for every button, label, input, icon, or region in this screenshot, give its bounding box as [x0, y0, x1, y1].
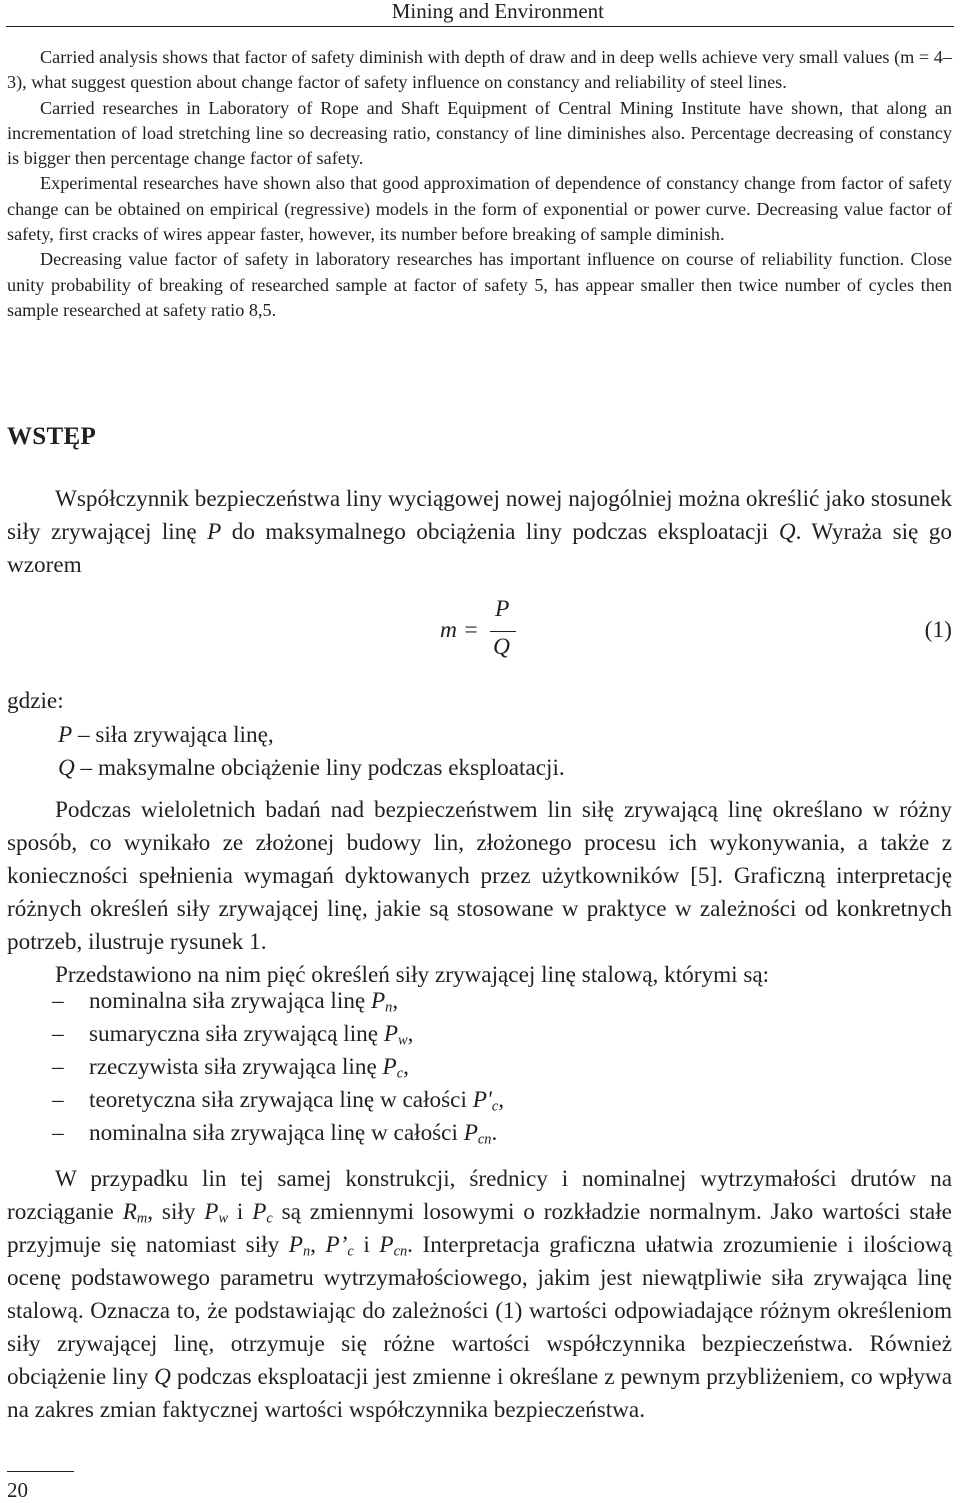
equation-lhs-text: m =	[440, 617, 479, 643]
text-run: ,	[310, 1232, 326, 1258]
intro-text-c: . Wyraża się go wzorem	[7, 519, 952, 578]
symbol-pc: P	[252, 1199, 267, 1225]
subscript: cn	[393, 1243, 408, 1260]
intro-paragraph	[7, 483, 952, 582]
symbol-p-prime-c: P’	[325, 1232, 348, 1258]
list-item	[7, 1051, 504, 1084]
header-rule	[6, 26, 954, 27]
text-run: podczas eksploatacji jest zmienne i określane z pewnym przybliżeniem, co wpływa na zakres zmian faktycznej wartości współczynnika bezpieczeństwa.	[7, 1364, 952, 1423]
text-run: i	[353, 1232, 380, 1258]
abstract	[7, 45, 952, 323]
intro-text	[7, 483, 952, 582]
list-item-end: .	[491, 1120, 498, 1146]
abstract-paragraph: Experimental researches have shown also that good approximation of dependence of constancy change from factor of safety change can be obtained on empirical (regressive) models in the form of exponential or power curve. Decreasing value factor of safety, first cracks of wires appear faster, however, its number before breaking of sample diminish.	[7, 173, 952, 245]
definition-item	[58, 752, 565, 785]
equation-lhs	[440, 617, 479, 644]
section-heading: WSTĘP	[7, 423, 97, 450]
symbol-pw: P	[204, 1199, 219, 1225]
list-dash: –	[52, 988, 64, 1014]
list-item	[7, 985, 504, 1018]
list-item	[7, 1117, 504, 1150]
symbol-definitions	[58, 719, 565, 785]
equation-1	[440, 596, 550, 676]
list-item-subscript: n	[385, 999, 393, 1016]
symbol-q: Q	[154, 1364, 171, 1390]
list-dash: –	[52, 1120, 64, 1146]
list-item-text: rzeczywista siła zrywająca linę	[89, 1054, 383, 1080]
list-item	[7, 1018, 504, 1051]
definition-text: – siła zrywająca linę,	[72, 722, 274, 748]
where-label: gdzie:	[7, 688, 64, 714]
running-header: Mining and Environment	[391, 0, 604, 23]
list-item-end: ,	[407, 1021, 414, 1047]
fraction-bar	[490, 631, 516, 632]
subscript: c	[347, 1243, 354, 1260]
subscript: c	[266, 1210, 273, 1227]
list-item-text: teoretyczna siła zrywająca linę w całości	[89, 1087, 473, 1113]
list-item	[7, 1084, 504, 1117]
intro-text-a: Współczynnik bezpieczeństwa liny wyciągowej nowej najogólniej można określić jako stosunek siły zrywającej linę	[7, 486, 952, 545]
breaking-force-list	[7, 985, 504, 1150]
text-run: są zmiennymi losowymi o rozkładzie normalnym. Jako wartości stałe przyjmuje się natomiast siły	[7, 1199, 952, 1258]
list-item-end: ,	[392, 988, 399, 1014]
body-paragraph: Przedstawiono na nim pięć określeń siły zrywającej linę stalową, którymi są:	[55, 962, 770, 988]
list-item-symbol: P	[382, 1054, 397, 1080]
abstract-paragraph: Carried analysis shows that factor of safety diminish with depth of draw and in deep wells achieve very small values (m = 4–3), what suggest question about change factor of safety influence on constancy and reliability of steel lines.	[7, 47, 952, 93]
list-item-subscript: c	[396, 1065, 404, 1082]
body-section-2	[7, 794, 952, 992]
abstract-paragraph: Carried researches in Laboratory of Rope and Shaft Equipment of Central Mining Institute have shown, that along an incrementation of load stretching line so decreasing ratio, constancy of line diminishes also. Percentage decreasing of constancy is bigger then percentage change factor of safety.	[7, 97, 952, 169]
subscript: n	[302, 1243, 311, 1260]
equation-number: (1)	[924, 617, 952, 643]
footer-rule	[7, 1471, 74, 1472]
equation-numerator: P	[495, 596, 510, 622]
body-paragraph	[7, 1163, 952, 1427]
symbol-pcn: P	[379, 1232, 394, 1258]
list-item-end: ,	[498, 1087, 504, 1113]
list-dash: –	[52, 1054, 64, 1080]
list-item-subscript: cn	[477, 1131, 492, 1148]
list-dash: –	[52, 1087, 64, 1113]
list-item-text: nominalna siła zrywająca linę w całości	[89, 1120, 464, 1146]
text-run: W przypadku lin tej samej konstrukcji, średnicy i nominalnej wytrzymałości drutów na rozciąganie	[7, 1166, 952, 1225]
list-item-subscript: w	[398, 1032, 408, 1049]
list-item-text: nominalna siła zrywająca linę	[89, 988, 371, 1014]
list-dash: –	[52, 1021, 64, 1047]
list-item-end: ,	[403, 1054, 409, 1080]
text-run: . Interpretacja graficzna ułatwia zrozumienie i ilościową ocenę podstawowego parametru wytrzymałościowego, jakim jest niewątpliwie siła zrywająca linę stalową. Oznacza to, że podstawiając do zależności (1) wartości odpowiadające różnym określeniom siły zrywającej linę, otrzymuje się różne wartości współczynnika bezpieczeństwa. Również obciążenie liny	[7, 1232, 952, 1390]
list-item-symbol: P	[383, 1021, 399, 1047]
equation-denominator: Q	[493, 634, 510, 660]
list-item-subscript: c	[491, 1098, 499, 1115]
symbol-pn: P	[288, 1232, 303, 1258]
list-item-symbol: P	[371, 988, 386, 1014]
symbol-p: P	[207, 519, 222, 545]
definition-symbol: P	[58, 722, 73, 748]
subscript: w	[218, 1210, 229, 1227]
body-section-3	[7, 1163, 952, 1427]
intro-text-b: do maksymalnego obciążenia liny podczas eksploatacji	[221, 519, 779, 545]
page-number: 20	[7, 1478, 28, 1502]
definition-item	[58, 719, 565, 752]
text-run: , siły	[147, 1199, 205, 1225]
subscript: m	[136, 1210, 148, 1227]
abstract-paragraph: Decreasing value factor of safety in laboratory researches has important influence on course of reliability function. Close unity probability of breaking of researched sample at factor of safety 5, has appear smaller then twice number of cycles then sample researched at safety ratio 8,5.	[7, 249, 952, 320]
definition-text: – maksymalne obciążenie liny podczas eksploatacji.	[74, 755, 565, 781]
symbol-q: Q	[778, 519, 796, 545]
body-paragraph: Podczas wieloletnich badań nad bezpieczeństwem lin siłę zrywającą linę określano w różny sposób, co wynikało ze złożonej budowy lin, złożonego procesu ich wykonywania, a także z konieczności spełnienia wymagań dyktowanych przez użytkowników [5]. Graficzną interpretację różnych określeń siły zrywającej linę, jakie są stosowane w praktyce w zależności od konkretnych potrzeb, ilustruje rysunek 1.	[7, 797, 952, 955]
symbol-r: R	[122, 1199, 137, 1225]
definition-symbol: Q	[58, 755, 75, 781]
list-item-symbol: P'	[472, 1087, 492, 1113]
list-item-symbol: P	[463, 1120, 478, 1146]
text-run: i	[228, 1199, 253, 1225]
list-item-text: sumaryczna siła zrywającą linę	[89, 1021, 384, 1047]
